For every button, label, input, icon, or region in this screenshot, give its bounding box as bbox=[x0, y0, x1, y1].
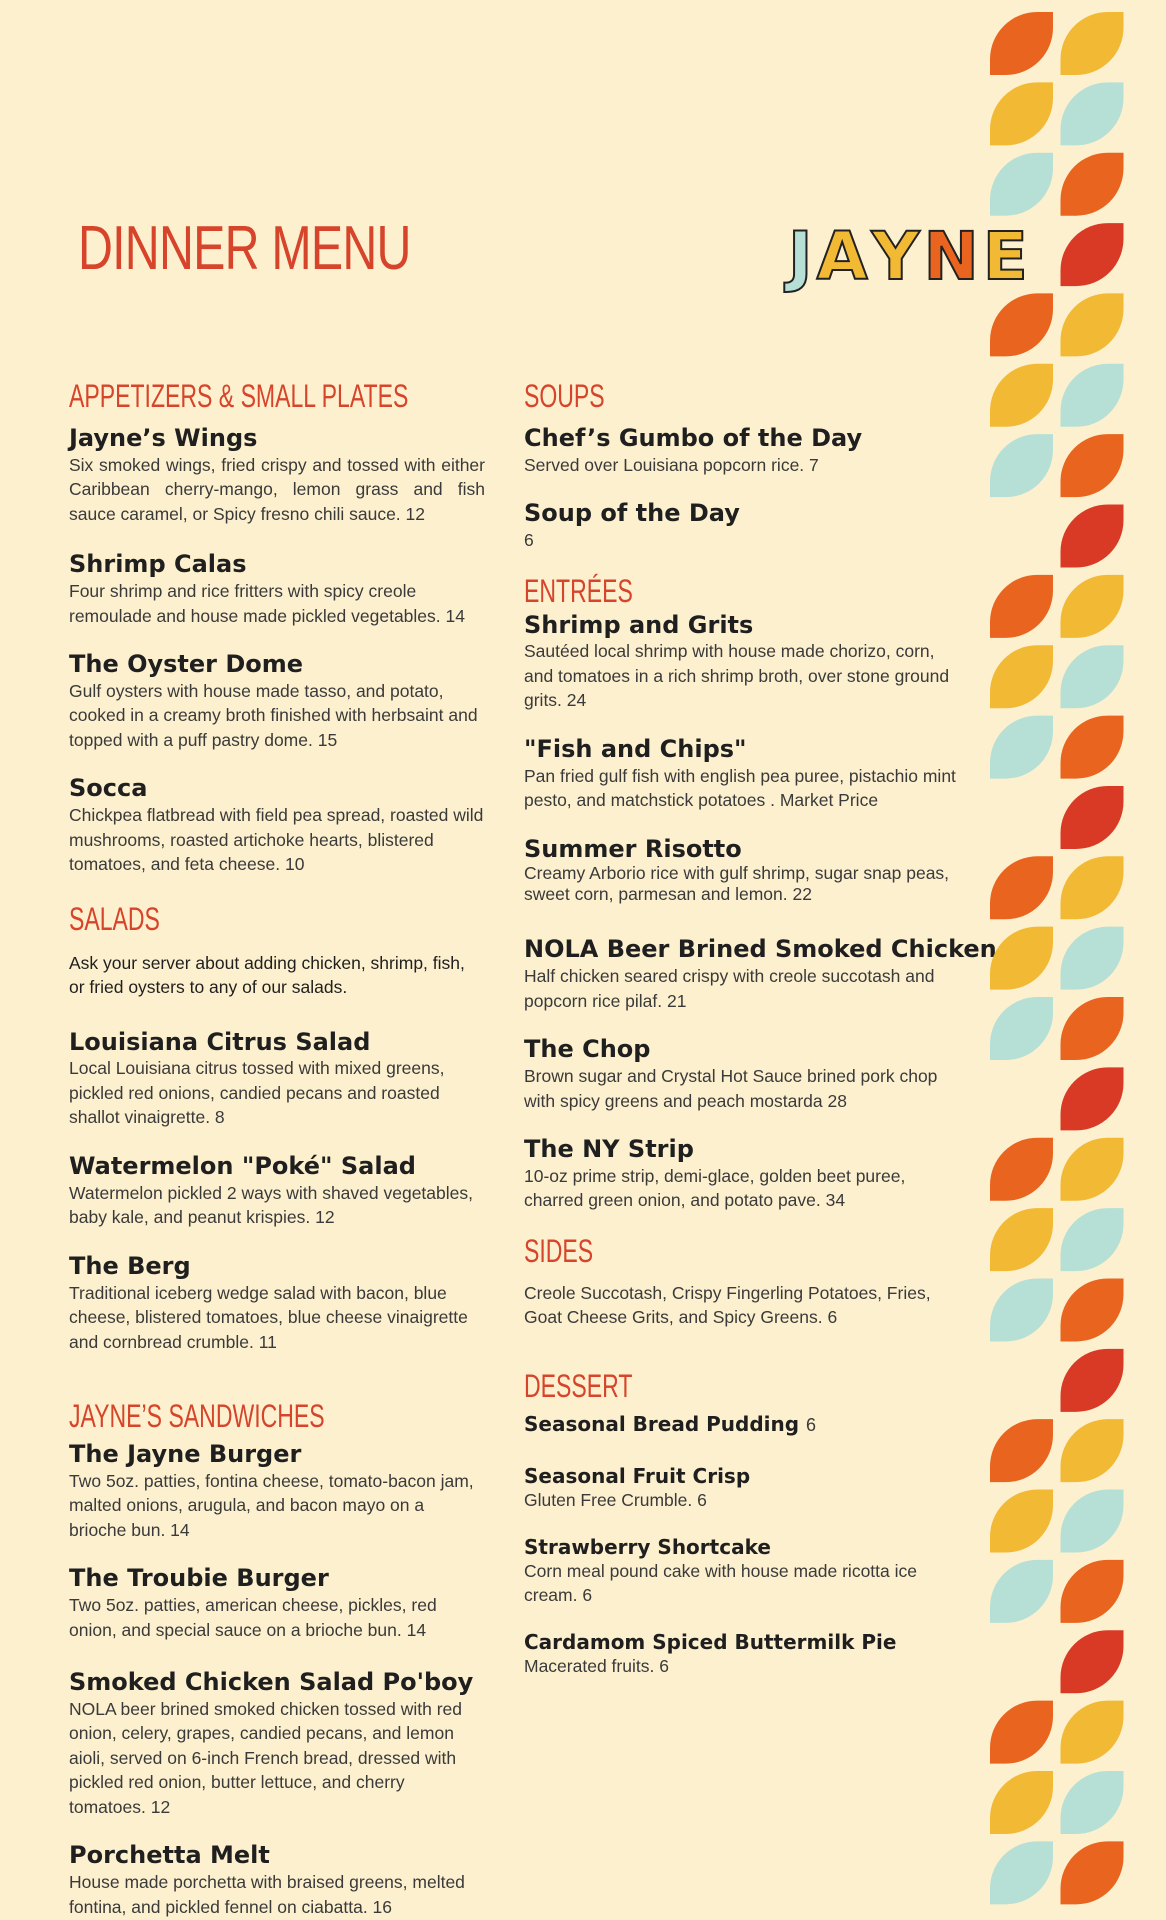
sandwiches-heading: JAYNE’S SANDWICHES bbox=[69, 1398, 325, 1435]
petal-tile bbox=[1061, 1560, 1124, 1623]
menu-item bbox=[524, 1135, 956, 1213]
menu-item bbox=[69, 1152, 485, 1230]
sides-heading: SIDES bbox=[524, 1232, 594, 1269]
petal-tile bbox=[1061, 997, 1124, 1060]
item-description: Gulf oysters with house made tasso, and potato, cooked in a creamy broth finished with herbsaint and topped with a puff pastry dome. 15 bbox=[69, 680, 478, 750]
item-name: NOLA Beer Brined Smoked Chicken bbox=[524, 935, 997, 964]
item-description: Corn meal pound cake with house made ricotta ice cream. 6 bbox=[524, 1560, 917, 1606]
petal-tile bbox=[1061, 1490, 1124, 1553]
menu-item bbox=[69, 1252, 485, 1354]
petal-tile bbox=[1061, 1841, 1124, 1904]
petal-tile bbox=[1061, 364, 1124, 427]
item-name: Louisiana Citrus Salad bbox=[69, 1027, 371, 1056]
item-description: Two 5oz. patties, fontina cheese, tomato-bacon jam, malted onions, arugula, and bacon mayo on a brioche bun. 14 bbox=[69, 1470, 474, 1540]
left-column bbox=[69, 380, 485, 1919]
menu-item bbox=[69, 1028, 485, 1130]
menu-item bbox=[524, 935, 997, 1013]
petal-tile bbox=[1061, 12, 1124, 75]
menu-item bbox=[69, 650, 485, 752]
menu-item bbox=[524, 611, 956, 713]
menu-item bbox=[524, 735, 956, 813]
petal-tile bbox=[1061, 505, 1124, 568]
menu-item bbox=[524, 1464, 956, 1513]
petal-tile bbox=[990, 153, 1053, 216]
menu-item bbox=[69, 774, 485, 876]
entrees-heading: ENTRÉES bbox=[524, 572, 633, 609]
appetizers-heading: APPETIZERS & SMALL PLATES bbox=[69, 378, 409, 414]
petal-tile bbox=[990, 1208, 1053, 1271]
petal-tile bbox=[1061, 1419, 1124, 1482]
page-title: DINNER MENU bbox=[78, 214, 411, 283]
item-description: Brown sugar and Crystal Hot Sauce brined pork chop with spicy greens and peach mostarda 28 bbox=[524, 1066, 938, 1111]
petal-tile bbox=[1061, 223, 1124, 286]
item-name: The Troubie Burger bbox=[69, 1564, 329, 1593]
petal-tile bbox=[990, 997, 1053, 1060]
menu-item bbox=[69, 1841, 485, 1919]
item-description: 10-oz prime strip, demi-glace, golden beet puree, charred green onion, and potato pave. 34 bbox=[524, 1165, 906, 1211]
petal-tile bbox=[1061, 786, 1124, 849]
petal-tile bbox=[990, 856, 1053, 919]
sides-description: Creole Succotash, Crispy Fingerling Potatoes, Fries, Goat Cheese Grits, and Spicy Greens. 6 bbox=[524, 1282, 931, 1328]
menu-item bbox=[524, 1035, 956, 1113]
menu-item bbox=[69, 1440, 485, 1542]
petal-tile bbox=[1061, 434, 1124, 497]
jayne-logo: JAYNE bbox=[788, 218, 1032, 295]
item-name: Soup of the Day bbox=[524, 499, 740, 528]
petal-tile bbox=[990, 1771, 1053, 1834]
item-price: 6 bbox=[806, 1414, 817, 1435]
item-name: The Chop bbox=[524, 1035, 651, 1064]
item-description: Half chicken seared crispy with creole succotash and popcorn rice pilaf. 21 bbox=[524, 966, 935, 1011]
item-description: NOLA beer brined smoked chicken tossed with red onion, celery, grapes, candied pecans, and lemon aioli, served on 6-inch French bread, dressed with pickled red onion, butter lettuce, and cherry tomatoes. 12 bbox=[69, 1698, 462, 1817]
item-description: Pan fried gulf fish with english pea puree, pistachio mint pesto, and matchstick potatoes . Market Price bbox=[524, 765, 956, 811]
item-name: Shrimp and Grits bbox=[524, 610, 754, 639]
petal-tile bbox=[1061, 1208, 1124, 1271]
petal-tile bbox=[1061, 1701, 1124, 1764]
item-name: Watermelon "Poké" Salad bbox=[69, 1151, 416, 1180]
decorative-petal-pattern bbox=[990, 12, 1126, 1912]
item-description: Gluten Free Crumble. 6 bbox=[524, 1490, 707, 1511]
item-description: Sautéed local shrimp with house made chorizo, corn, and tomatoes in a rich shrimp broth, over stone ground grits. 24 bbox=[524, 641, 950, 711]
soups-heading: SOUPS bbox=[524, 378, 605, 414]
right-column bbox=[524, 378, 997, 1678]
item-name: Seasonal Fruit Crisp bbox=[524, 1464, 751, 1489]
item-description: Creamy Arborio rice with gulf shrimp, sugar snap peas, sweet corn, parmesan and lemon. 22 bbox=[524, 863, 950, 905]
petal-tile bbox=[990, 1701, 1053, 1764]
item-name: Socca bbox=[69, 774, 148, 803]
item-name: Smoked Chicken Salad Po'boy bbox=[69, 1668, 474, 1697]
petal-tile bbox=[990, 293, 1053, 356]
salads-heading: SALADS bbox=[69, 900, 160, 937]
menu-item bbox=[69, 1668, 485, 1819]
item-description: Chickpea flatbread with field pea spread, roasted wild mushrooms, roasted artichoke hearts, blistered tomatoes, and feta cheese. 10 bbox=[69, 805, 484, 875]
item-name: Summer Risotto bbox=[524, 834, 742, 863]
petal-tile bbox=[1061, 82, 1124, 145]
item-name: Cardamom Spiced Buttermilk Pie bbox=[524, 1629, 897, 1654]
menu-item bbox=[69, 1564, 485, 1642]
petal-tile bbox=[1061, 927, 1124, 990]
item-name: Shrimp Calas bbox=[69, 550, 247, 579]
petal-tile bbox=[1061, 575, 1124, 638]
petal-tile bbox=[1061, 1138, 1124, 1201]
salads-note: Ask your server about adding chicken, shrimp, fish, or fried oysters to any of our salads. bbox=[69, 952, 465, 998]
item-name: The NY Strip bbox=[524, 1135, 694, 1164]
petal-tile bbox=[990, 1560, 1053, 1623]
item-name: The Oyster Dome bbox=[69, 650, 304, 679]
item-name bbox=[524, 1412, 956, 1437]
petal-tile bbox=[990, 1419, 1053, 1482]
item-name: "Fish and Chips" bbox=[524, 734, 747, 763]
petal-tile bbox=[1061, 716, 1124, 779]
petal-tile bbox=[990, 716, 1053, 779]
menu-item bbox=[69, 424, 485, 526]
item-name: Porchetta Melt bbox=[69, 1841, 270, 1870]
item-description: Served over Louisiana popcorn rice. 7 bbox=[524, 454, 819, 475]
menu-item bbox=[69, 550, 485, 628]
petal-tile bbox=[990, 82, 1053, 145]
item-description: Six smoked wings, fried crispy and tossed with either Caribbean cherry-mango, lemon grass and fish sauce caramel, or Spicy fresno chili sauce. 12 bbox=[69, 454, 485, 524]
item-description: 6 bbox=[524, 530, 534, 551]
item-description: Macerated fruits. 6 bbox=[524, 1655, 669, 1676]
item-name: The Jayne Burger bbox=[69, 1440, 302, 1469]
item-name: Chef’s Gumbo of the Day bbox=[524, 424, 863, 452]
menu-item bbox=[524, 499, 956, 552]
item-description: Traditional iceberg wedge salad with bacon, blue cheese, blistered tomatoes, blue cheese vinaigrette and cornbread crumble. 11 bbox=[69, 1282, 468, 1352]
dessert-name: Seasonal Bread Pudding bbox=[524, 1411, 800, 1436]
item-description: House made porchetta with braised greens, melted fontina, and pickled fennel on ciabatta. 16 bbox=[69, 1872, 465, 1917]
petal-tile bbox=[990, 1490, 1053, 1553]
item-name: Strawberry Shortcake bbox=[524, 1534, 771, 1559]
menu-item bbox=[524, 835, 956, 906]
petal-tile bbox=[1061, 153, 1124, 216]
petal-tile bbox=[990, 927, 1053, 990]
petal-tile bbox=[1061, 856, 1124, 919]
petal-tile bbox=[1061, 1349, 1124, 1412]
petal-tile bbox=[1061, 293, 1124, 356]
item-description: Local Louisiana citrus tossed with mixed greens, pickled red onions, candied pecans and roasted shallot vinaigrette. 8 bbox=[69, 1058, 445, 1128]
item-description: Four shrimp and rice fritters with spicy creole remoulade and house made pickled vegetables. 14 bbox=[69, 581, 465, 626]
menu-item bbox=[524, 424, 956, 477]
petal-tile bbox=[1061, 1771, 1124, 1834]
petal-tile bbox=[990, 434, 1053, 497]
petal-tile bbox=[990, 575, 1053, 638]
petal-tile bbox=[1061, 1630, 1124, 1693]
item-description: Watermelon pickled 2 ways with shaved vegetables, baby kale, and peanut krispies. 12 bbox=[69, 1182, 473, 1228]
petal-tile bbox=[990, 645, 1053, 708]
petal-tile bbox=[1061, 645, 1124, 708]
petal-tile bbox=[990, 12, 1053, 75]
menu-item bbox=[524, 1630, 956, 1679]
item-description: Two 5oz. patties, american cheese, pickles, red onion, and special sauce on a brioche bun. 14 bbox=[69, 1595, 437, 1640]
petal-tile bbox=[1061, 1067, 1124, 1130]
petal-tile bbox=[990, 1138, 1053, 1201]
petal-tile bbox=[990, 1278, 1053, 1341]
petal-tile bbox=[1061, 1278, 1124, 1341]
dessert-heading: DESSERT bbox=[524, 1367, 633, 1404]
petal-tile bbox=[990, 1841, 1053, 1904]
menu-item bbox=[524, 1535, 956, 1608]
menu-item bbox=[524, 1412, 956, 1437]
item-name: Jayne’s Wings bbox=[69, 424, 258, 452]
petal-tile bbox=[990, 364, 1053, 427]
item-name: The Berg bbox=[69, 1251, 191, 1280]
